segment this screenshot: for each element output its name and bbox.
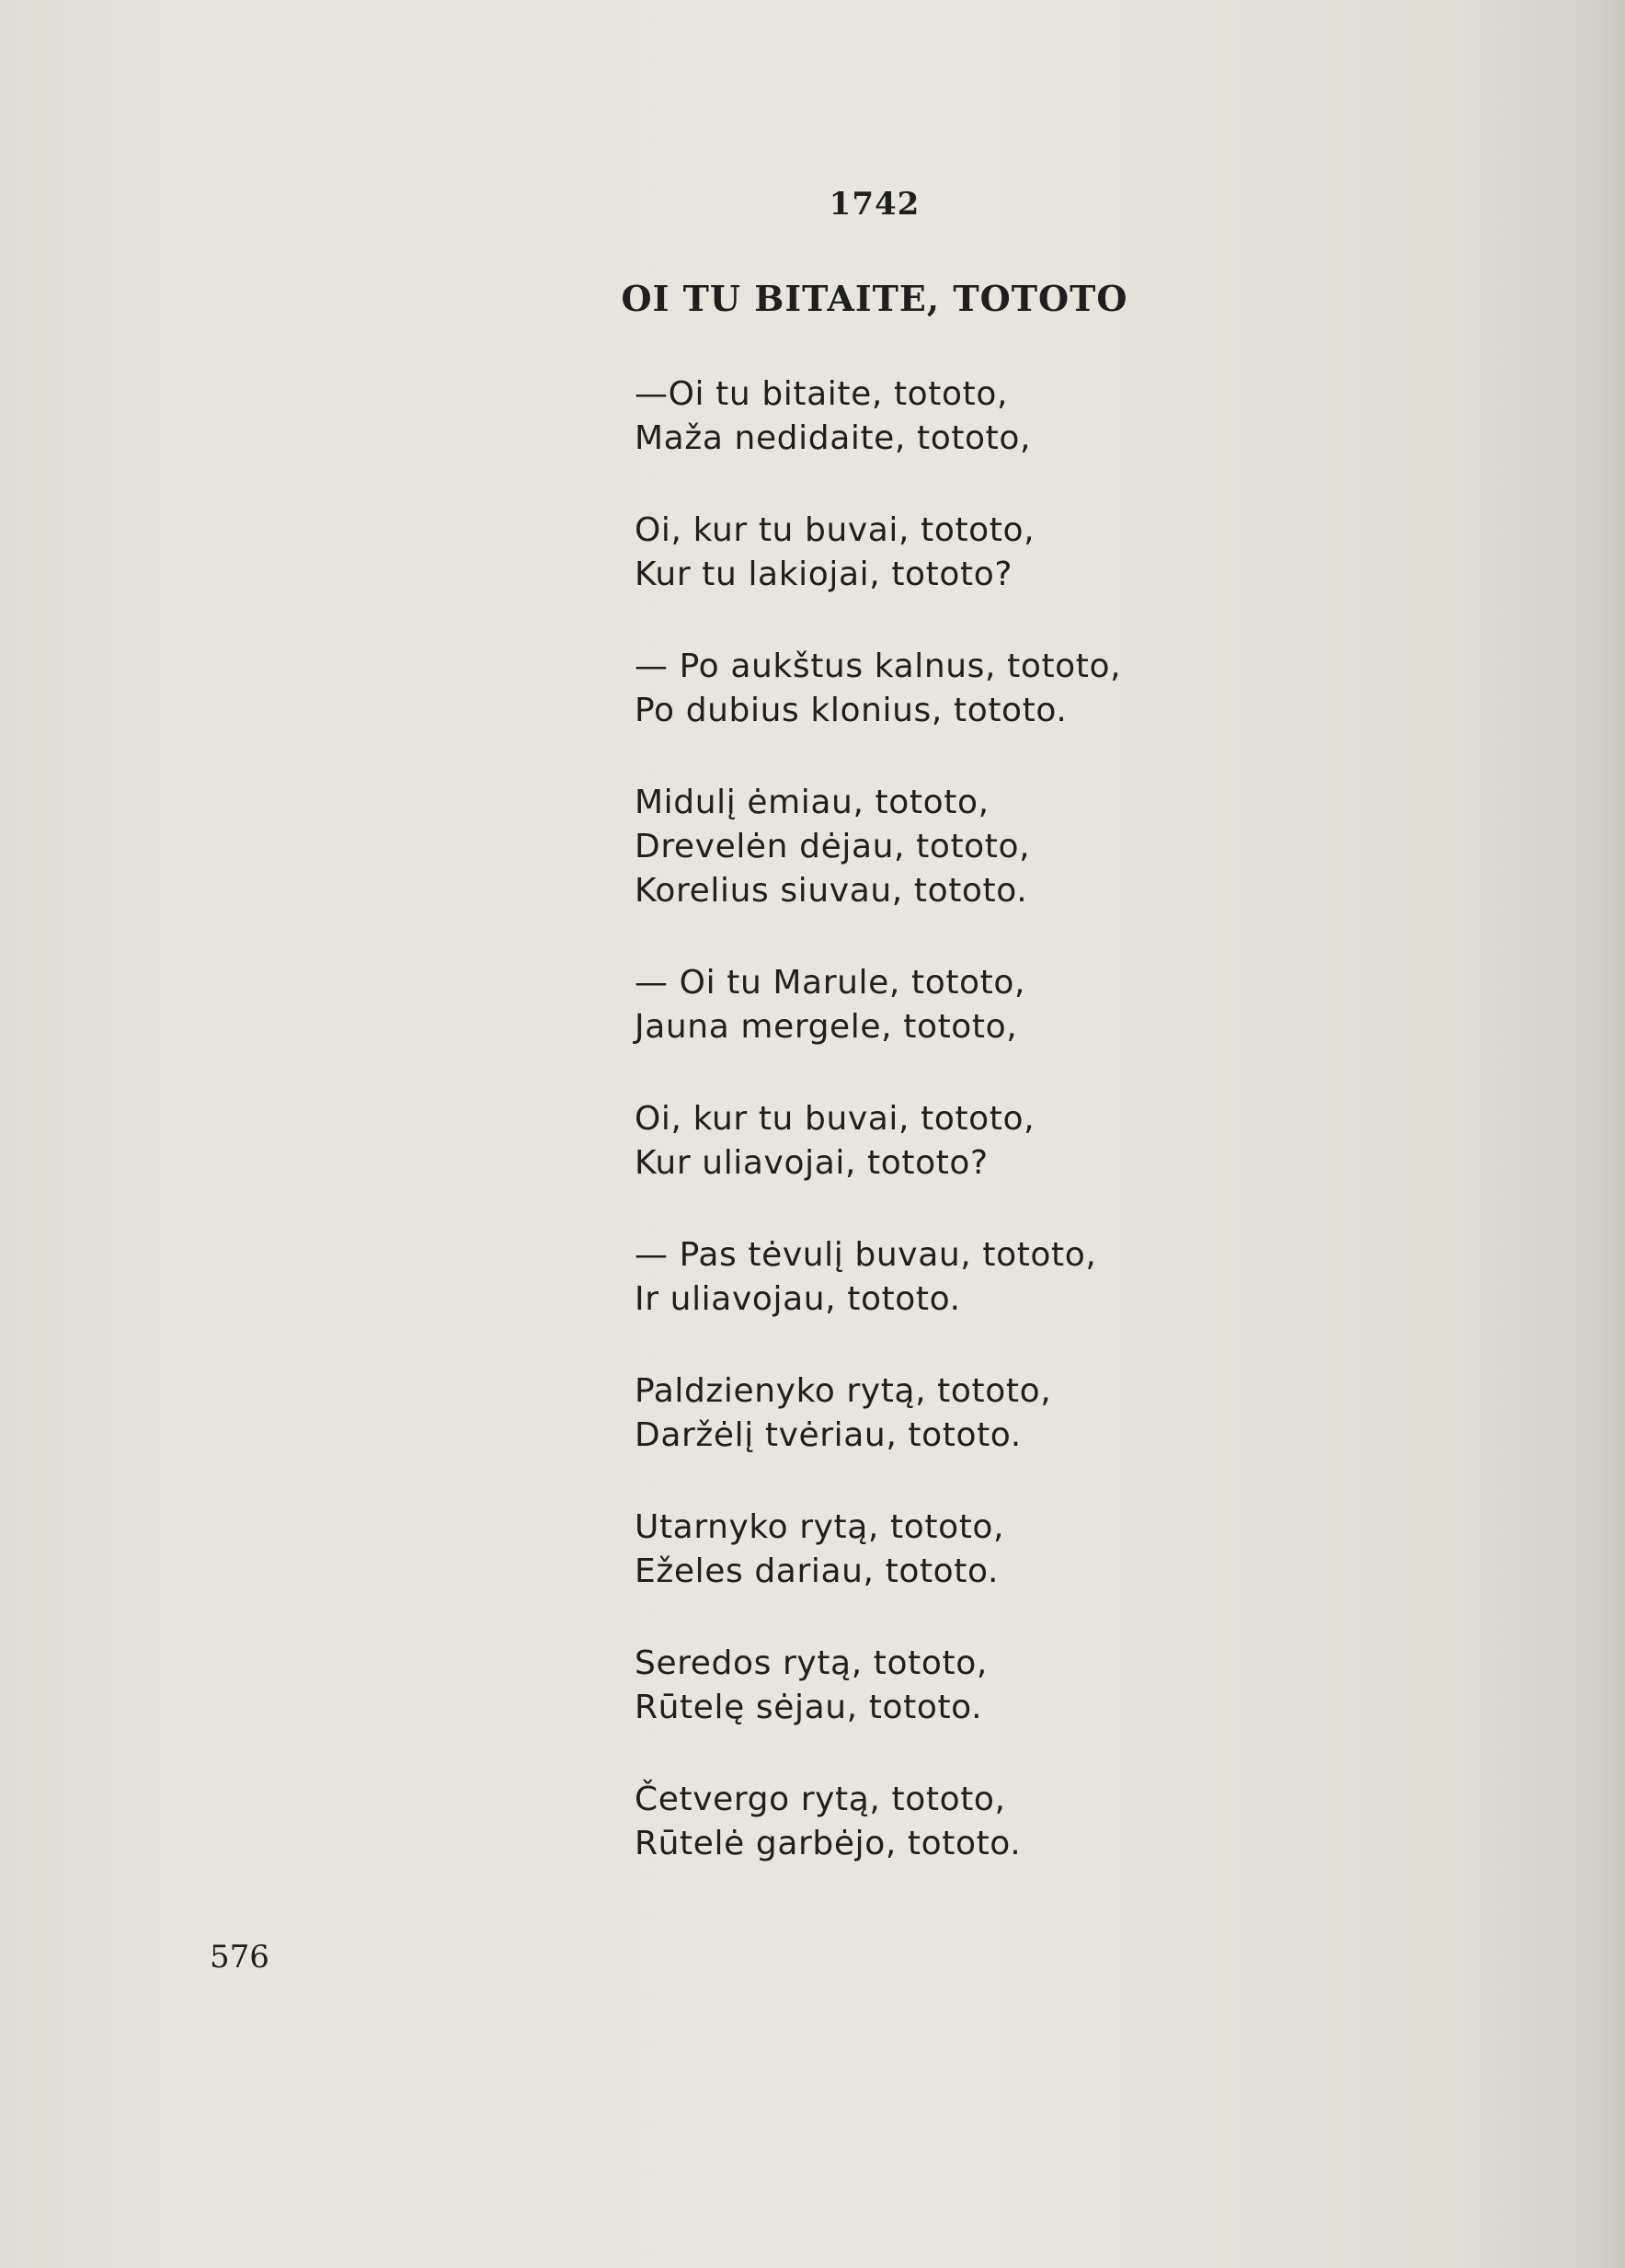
song-title: OI TU BITAITE, TOTOTO [621,278,1128,319]
stanza-9 [635,1506,1278,1594]
stanza-10 [635,1642,1278,1730]
stanza-2 [635,509,1278,597]
lyric-line: Rūtelė garbėjo, tototo. [635,1825,1022,1862]
stanza-11 [635,1778,1278,1866]
lyric-line: Rūtelę sėjau, tototo. [635,1689,983,1726]
lyric-line: Daržėlį tvėriau, tototo. [635,1416,1022,1454]
lyric-line: — Po aukštus kalnus, tototo, [635,647,1122,685]
lyrics [635,372,1278,1914]
lyric-line: —Oi tu bitaite, tototo, [635,375,1009,413]
lyric-line: Seredos rytą, tototo, [635,1644,988,1682]
lyric-line: — Oi tu Marule, tototo, [635,964,1026,1002]
lyric-line: Po dubius klonius, tototo. [635,692,1068,729]
stanza-4 [635,781,1278,913]
lyric-line: Eželes dariau, tototo. [635,1552,1000,1590]
lyric-line: Midulį ėmiau, tototo, [635,784,990,821]
lyric-line: Paldzienyko rytą, tototo, [635,1372,1052,1410]
stanza-7 [635,1233,1278,1322]
stanza-6 [635,1097,1278,1186]
lyric-line: Kur tu lakiojai, tototo? [635,556,1013,593]
lyric-line: Utarnyko rytą, tototo, [635,1508,1005,1546]
lyric-line: Oi, kur tu buvai, tototo, [635,1100,1036,1138]
lyric-line: Oi, kur tu buvai, tototo, [635,511,1036,549]
page-edge-shadow [1597,0,1625,2268]
stanza-3 [635,645,1278,733]
page-number: 576 [210,1939,269,1976]
stanza-5 [635,961,1278,1049]
lyric-line: Korelius siuvau, tototo. [635,872,1028,910]
lyric-line: Maža nedidaite, tototo, [635,419,1032,457]
stanza-1 [635,372,1278,461]
lyric-line: Ir uliavojau, tototo. [635,1280,961,1318]
lyric-line: Drevelėn dėjau, tototo, [635,828,1031,865]
lyric-line: — Pas tėvulį buvau, tototo, [635,1236,1097,1274]
lyric-line: Četvergo rytą, tototo, [635,1781,1006,1818]
song-number: 1742 [829,186,921,223]
stanza-8 [635,1369,1278,1458]
lyric-line: Jauna mergele, tototo, [635,1008,1018,1046]
lyric-line: Kur uliavojai, tototo? [635,1144,989,1182]
